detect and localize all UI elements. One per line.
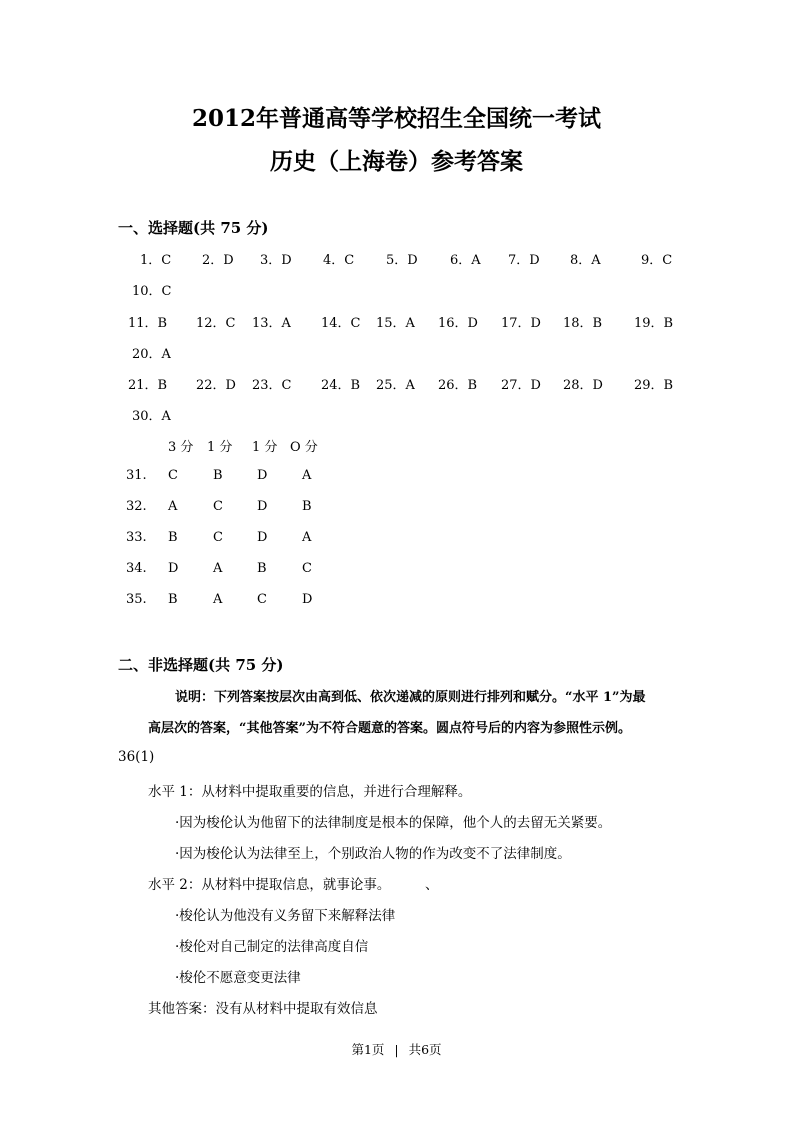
answer-item: 15．A [376,316,415,331]
score-cell: C [302,561,312,576]
answer-item: 12．C [196,316,236,331]
answer-item: 30．A [132,409,171,424]
score-cell: D [257,468,268,483]
answer-item: 23．C [252,378,292,393]
answer-item: 4．C [323,253,355,268]
stray-mark: 、 [425,877,439,893]
score-cell: A [213,561,223,576]
answer-item: 2．D [202,253,234,268]
score-header: 3 分 [168,440,194,455]
score-cell: C [257,592,267,607]
page-footer [0,1040,793,1058]
answer-item: 17．D [501,316,541,331]
answer-item: 1．C [140,253,172,268]
score-cell: B [302,499,312,514]
score-cell: C [168,468,178,483]
score-cell: D [168,561,179,576]
score-cell: B [168,530,178,545]
score-cell: A [302,530,312,545]
note-line: 说明：下列答案按层次由高到低、依次递减的原则进行排列和赋分。“水平 1”为最 [175,690,646,705]
page-subtitle: 历史（上海卷）参考答案 [270,148,523,175]
level-item: ·因为梭伦认为法律至上，个别政治人物的作为改变不了法律制度。 [175,846,571,862]
answer-item: 3．D [260,253,292,268]
answer-item: 9．C [641,253,673,268]
score-row-num: 35. [126,592,147,607]
score-cell: D [257,499,268,514]
score-cell: B [168,592,178,607]
level-item: ·梭伦对自己制定的法律高度自信 [175,939,369,955]
answer-item: 7．D [508,253,540,268]
answer-item: 13．A [252,316,291,331]
page-total: 共6页 [408,1042,442,1057]
page-number: 第1页 [351,1042,385,1057]
answer-item: 27．D [501,378,541,393]
score-header: 1 分 [252,440,278,455]
score-header: 1 分 [207,440,233,455]
section-heading-nonchoice: 二、非选择题(共 75 分) [118,656,284,674]
score-row-num: 31. [126,468,147,483]
question-label: 36(1) [118,749,155,765]
page-title: 2012年普通高等学校招生全国统一考试 [191,105,601,132]
answer-item: 26．B [438,378,478,393]
answer-item: 18．B [563,316,603,331]
score-cell: B [257,561,267,576]
answer-item: 28．D [563,378,603,393]
score-cell: B [213,468,223,483]
level-item: ·梭伦认为他没有义务留下来解释法律 [175,908,396,924]
other-answer: 其他答案：没有从材料中提取有效信息 [148,1001,378,1017]
answer-item: 10．C [132,284,172,299]
answer-item: 11．B [128,316,168,331]
level-heading: 水平 2：从材料中提取信息，就事论事。 [148,877,391,893]
section-heading-choice: 一、选择题(共 75 分) [118,219,269,237]
level-item: ·梭伦不愿意变更法律 [175,970,301,986]
score-row-num: 34. [126,561,147,576]
score-row-num: 33. [126,530,147,545]
score-cell: C [213,530,223,545]
answer-item: 14．C [321,316,361,331]
answer-item: 22．D [196,378,236,393]
score-cell: D [302,592,313,607]
answer-item: 16．D [438,316,478,331]
note-line: 高层次的答案，“其他答案”为不符合题意的答案。圆点符号后的内容为参照性示例。 [148,721,631,736]
answer-item: 8．A [570,253,601,268]
score-cell: A [302,468,312,483]
footer-separator: | [394,1042,399,1057]
answer-item: 29．B [634,378,674,393]
score-cell: A [213,592,223,607]
answer-item: 19．B [634,316,674,331]
score-cell: A [168,499,178,514]
level-heading: 水平 1：从材料中提取重要的信息，并进行合理解释。 [148,784,472,800]
score-cell: D [257,530,268,545]
answer-item: 20．A [132,347,171,362]
answer-item: 5．D [386,253,418,268]
score-row-num: 32. [126,499,147,514]
score-cell: C [213,499,223,514]
score-header: O 分 [290,440,318,455]
level-item: ·因为梭伦认为他留下的法律制度是根本的保障，他个人的去留无关紧要。 [175,815,612,831]
answer-item: 25．A [376,378,415,393]
answer-item: 21．B [128,378,168,393]
answer-item: 6．A [450,253,481,268]
answer-item: 24．B [321,378,361,393]
